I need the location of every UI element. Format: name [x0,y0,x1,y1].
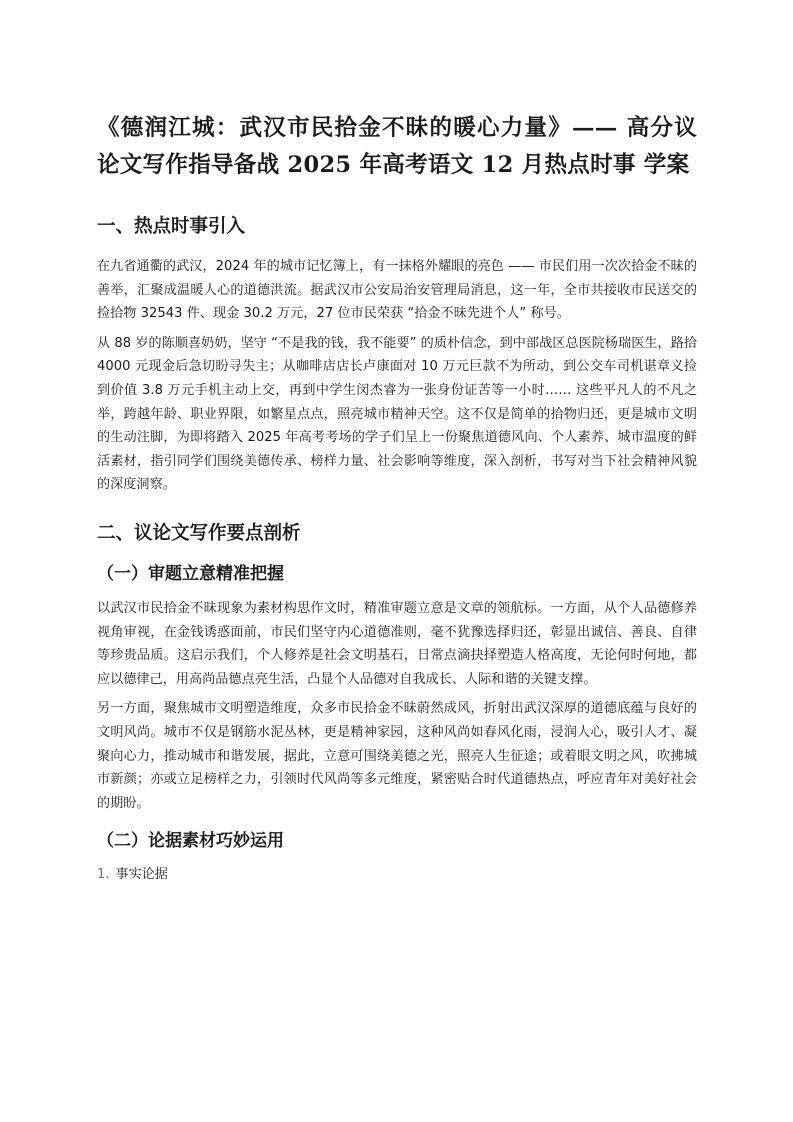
paragraph-intro-1: 在九省通衢的武汉，2024 年的城市记忆簿上，有一抹格外耀眼的亮色 —— 市民们用一次次拾金不昧的善举，汇聚成温暖人心的道德洪流。据武汉市公安局治安管理局消息，这一年，全市共接收市民送交的捡拾物 32543 件、现金 30.2 万元，27 位市民荣获 “拾金不昧先进个人” 称号。 [97,259,697,322]
list-number: 1. [97,867,110,883]
section-heading-hot-topic: 一、热点时事引入 [97,216,246,237]
section-heading-writing-points: 二、议论文写作要点剖析 [97,522,301,544]
list-item-factual-evidence [97,864,697,886]
subsection-heading-evidence: （二）论据素材巧妙运用 [97,831,284,852]
subsection-heading-theme: （一）审题立意精准把握 [97,563,284,584]
document-page [97,110,697,886]
list-item-label: 事实论据 [115,867,168,883]
document-title: 《德润江城：武汉市民拾金不昧的暖心力量》—— 高分议论文写作指导备战 2025 年高考语文 12 月热点时事 学案 [97,115,697,178]
paragraph-intro-2: 从 88 岁的陈顺喜奶奶，坚守 “不是我的钱，我不能要” 的质朴信念，到中部战区总医院杨瑞医生，路拾 4000 元现金后急切盼寻失主；从咖啡店店长卢康面对 10 万元巨款不为所动，到公交车司机谌章义捡到价值 3.8 万元手机主动上交，再到中学生闵杰睿为一张身份证苦等一小时…… 这些平凡人的不凡之举，跨越年龄、职业界限，如繁星点点，照亮城市精神天空。这不仅是简单的拾物归还，更是城市文明的生动注脚，为即将踏入 2025 年高考考场的学子们呈上一份聚焦道德风向、个人素养、城市温度的鲜活素材，指引同学们围绕美德传承、榜样力量、社会影响等维度，深入剖析，书写对当下社会精神风貌的深度洞察。 [97,335,697,493]
paragraph-theme-2: 另一方面，聚焦城市文明塑造维度，众多市民拾金不昧蔚然成风，折射出武汉深厚的道德底蕴与良好的文明风尚。城市不仅是钢筋水泥丛林，更是精神家园，这种风尚如春风化雨，浸润人心，吸引人才、凝聚向心力，推动城市和谐发展，据此，立意可围绕美德之光，照亮人生征途；或着眼文明之风，吹拂城市新颜；亦或立足榜样之力，引领时代风尚等多元维度，紧密贴合时代道德热点，呼应青年对美好社会的期盼。 [97,701,697,811]
paragraph-theme-1: 以武汉市民拾金不昧现象为素材构思作文时，精准审题立意是文章的领航标。一方面，从个人品德修养视角审视，在金钱诱惑面前，市民们坚守内心道德准则，毫不犹豫选择归还，彰显出诚信、善良、自律等珍贵品质。这启示我们，个人修养是社会文明基石，日常点滴抉择塑造人格高度，无论何时何地，都应以德律己，用高尚品德点亮生活，凸显个人品德对自我成长、人际和谐的关键支撑。 [97,600,697,687]
